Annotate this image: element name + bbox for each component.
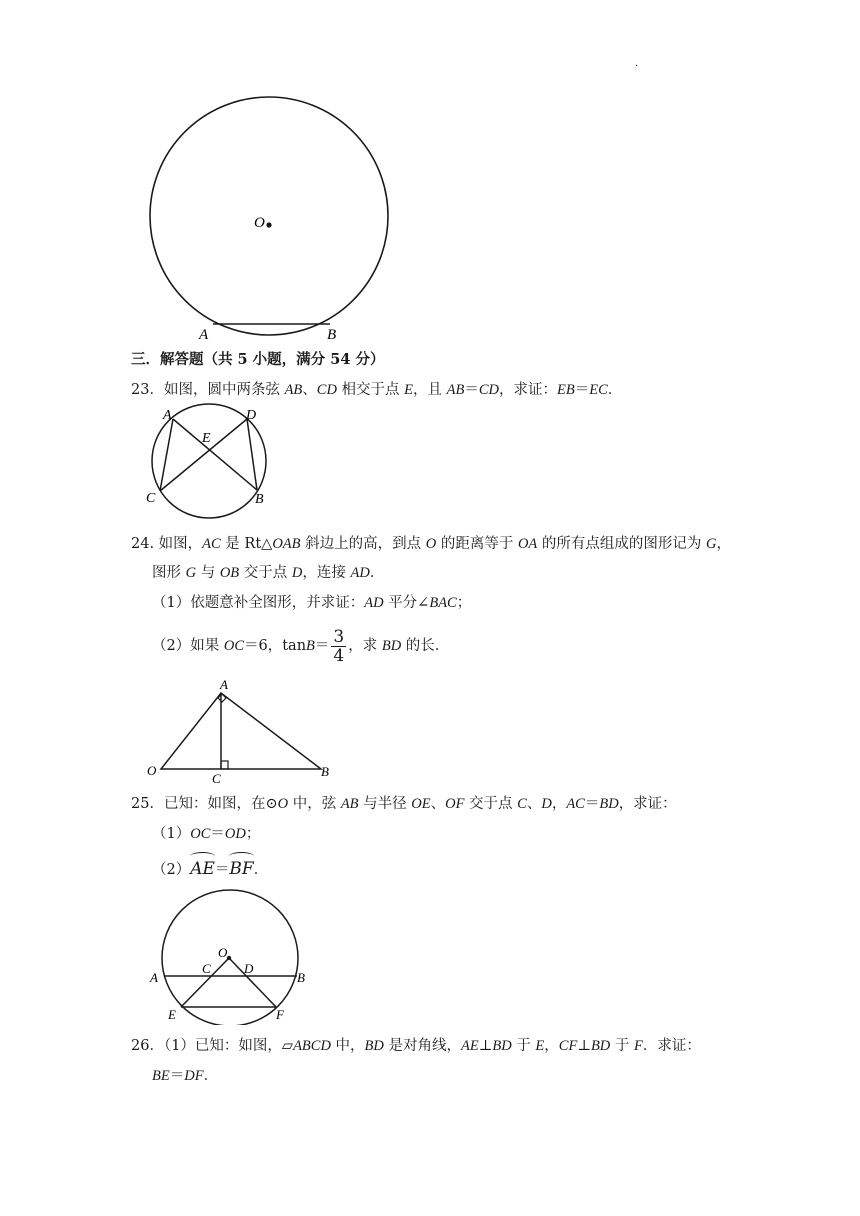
label-o: O	[147, 763, 157, 778]
right-angle-mark-c	[221, 761, 228, 769]
center-point-o	[266, 222, 271, 227]
label-a: A	[163, 408, 172, 423]
question-26-line-2: BE＝DF．	[152, 1068, 219, 1084]
label-b: B	[327, 327, 337, 343]
label-c: C	[146, 491, 156, 506]
label-e: E	[202, 431, 211, 446]
chord-cd	[160, 419, 247, 491]
question-24-sub-1: （1）依题意补全图形，并求证：AD 平分∠BAC；	[152, 595, 472, 611]
question-26-line-1: 26．（1）已知：如图，▱ABCD 中，BD 是对角线，AE⊥BD 于 E，CF⊥BD 于 F．求证：	[131, 1038, 701, 1054]
circle-o	[150, 97, 388, 335]
chord-ab	[173, 419, 257, 490]
section-header: 三．解答题（共 5 小题，满分 54 分）	[131, 351, 385, 368]
label-e: E	[168, 1007, 176, 1022]
label-c: C	[212, 771, 221, 785]
circle-figure-chord-ab	[140, 95, 400, 350]
arc-bf: BF	[229, 852, 253, 882]
label-o: O	[254, 215, 265, 231]
fraction-3-4: $\frac{3}{4}$	[333, 626, 345, 666]
question-23-text: 23．如图，圆中两条弦 AB、CD 相交于点 E，且 AB＝CD，求证：EB＝EC．	[131, 382, 623, 398]
question-24-line-2: 图形 G 与 OB 交于点 D，连接 AD．	[152, 565, 385, 581]
page-mark: .	[635, 58, 639, 69]
question-25-sub-2: （2）AE＝BF．	[152, 852, 268, 883]
label-d: D	[246, 408, 257, 423]
label-f: F	[276, 1007, 284, 1022]
triangle-oab	[161, 693, 321, 769]
label-b: B	[297, 970, 305, 985]
question-23-figure	[140, 402, 280, 524]
arc-ae: AE	[190, 852, 215, 882]
label-o: O	[218, 945, 228, 960]
label-a: A	[199, 327, 209, 343]
center-point-o	[227, 956, 231, 960]
label-a: A	[150, 970, 158, 985]
question-24-line-1: 24. 如图，AC 是 Rt△OAB 斜边上的高，到点 O 的距离等于 OA 的所有点组成的图形记为 G，	[131, 536, 731, 552]
label-b: B	[255, 492, 264, 507]
question-24-sub-2: （2）如果 OC＝6，tanB＝ $\frac{3}{4}$ ，求 BD 的长．	[152, 626, 450, 666]
question-24-figure	[140, 673, 340, 785]
question-25-figure	[140, 885, 325, 1025]
label-c: C	[202, 961, 211, 976]
label-b: B	[321, 764, 329, 779]
segment-db	[247, 419, 257, 490]
question-25-sub-1: （1）OC＝OD；	[152, 826, 261, 842]
question-25-line-1: 25．已知：如图，在⊙O 中，弦 AB 与半径 OE、OF 交于点 C、D，AC＝BD，求证：	[131, 796, 677, 812]
label-a: A	[220, 677, 228, 692]
label-d: D	[244, 961, 254, 976]
